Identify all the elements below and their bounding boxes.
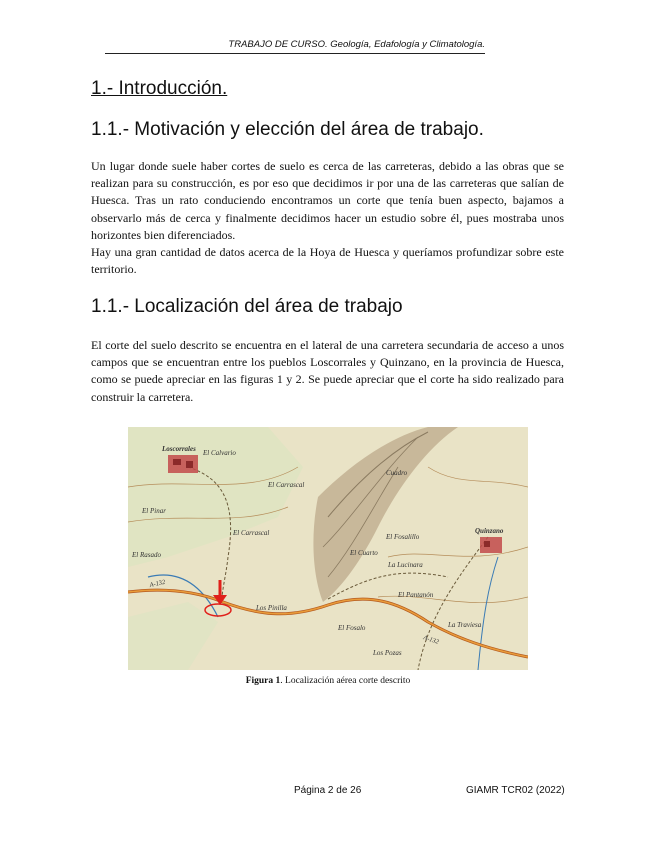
section-title-motivacion: 1.1.- Motivación y elección del área de trabajo. xyxy=(91,119,484,140)
map-label-road-a132-west: A-132 xyxy=(148,578,166,589)
paragraph-localizacion: El corte del suelo descrito se encuentra en el lateral de una carretera secundaria de acceso a unos campos que se encuentran entre los pueblos Loscorrales y Quinzano, en la provincia de Huesca, como se puede apreciar en las figuras 1 y 2. Se puede apreciar que el corte ha sido realizado para construir la carretera. xyxy=(91,338,564,404)
section-title-introduccion: 1.- Introducción. xyxy=(91,78,228,99)
map-label-quinzano: Quinzano xyxy=(475,527,504,535)
figure-caption-text: . Localización aérea corte descrito xyxy=(280,676,411,686)
page-header: TRABAJO DE CURSO. Geología, Edafología y Climatología. xyxy=(105,38,485,54)
map-label-fosalillo: El Fosalillo xyxy=(386,533,420,541)
map-label-cuadro: Cuadro xyxy=(386,469,408,477)
map-label-lucinara: La Lucinara xyxy=(388,561,423,569)
page-number: Página 2 de 26 xyxy=(294,785,362,796)
map-label-cuarto: El Cuarto xyxy=(350,549,378,557)
figure-caption xyxy=(128,676,528,686)
location-map xyxy=(128,427,528,670)
map-label-pinar: El Pinar xyxy=(142,507,166,515)
map-label-carrascal-1: El Carrascal xyxy=(268,481,305,489)
map-label-road-a132-east: A-132 xyxy=(422,634,440,646)
map-label-rasado: El Rasado xyxy=(132,551,161,559)
paragraph-motivacion-1: Un lugar donde suele haber cortes de suelo es cerca de las carreteras, debido a las obras que se realizan para su construcción, es por eso que decidimos ir por una de las carreteras que salían de Huesca. Tras un rato conduciendo encontramos un corte que tenía buen aspecto, bajamos a observarlo más de cerca y finalmente decidimos hacer un estudio sobre él, pues mostraba unos horizontes bien diferenciados. xyxy=(91,159,564,242)
map-label-fosalo: El Fosalo xyxy=(338,624,366,632)
map-label-pozas: Los Pozas xyxy=(373,649,402,657)
map-label-traviesa: La Traviesa xyxy=(448,621,482,629)
section-title-localizacion: 1.1.- Localización del área de trabajo xyxy=(91,296,403,317)
map-label-pinilla: Los Pinilla xyxy=(256,604,287,612)
map-label-carrascal-2: El Carrascal xyxy=(233,529,270,537)
figure-caption-label: Figura 1 xyxy=(245,676,281,686)
document-code: GIAMR TCR02 (2022) xyxy=(466,785,565,796)
paragraph-motivacion-2: Hay una gran cantidad de datos acerca de la Hoya de Huesca y queríamos profundizar sobre este territorio. xyxy=(91,245,564,277)
location-map-figure xyxy=(128,427,528,670)
map-label-calvario: El Calvario xyxy=(203,449,236,457)
map-label-pantanon: El Pantanón xyxy=(398,591,434,599)
map-label-loscorrales: Loscorrales xyxy=(162,445,196,453)
